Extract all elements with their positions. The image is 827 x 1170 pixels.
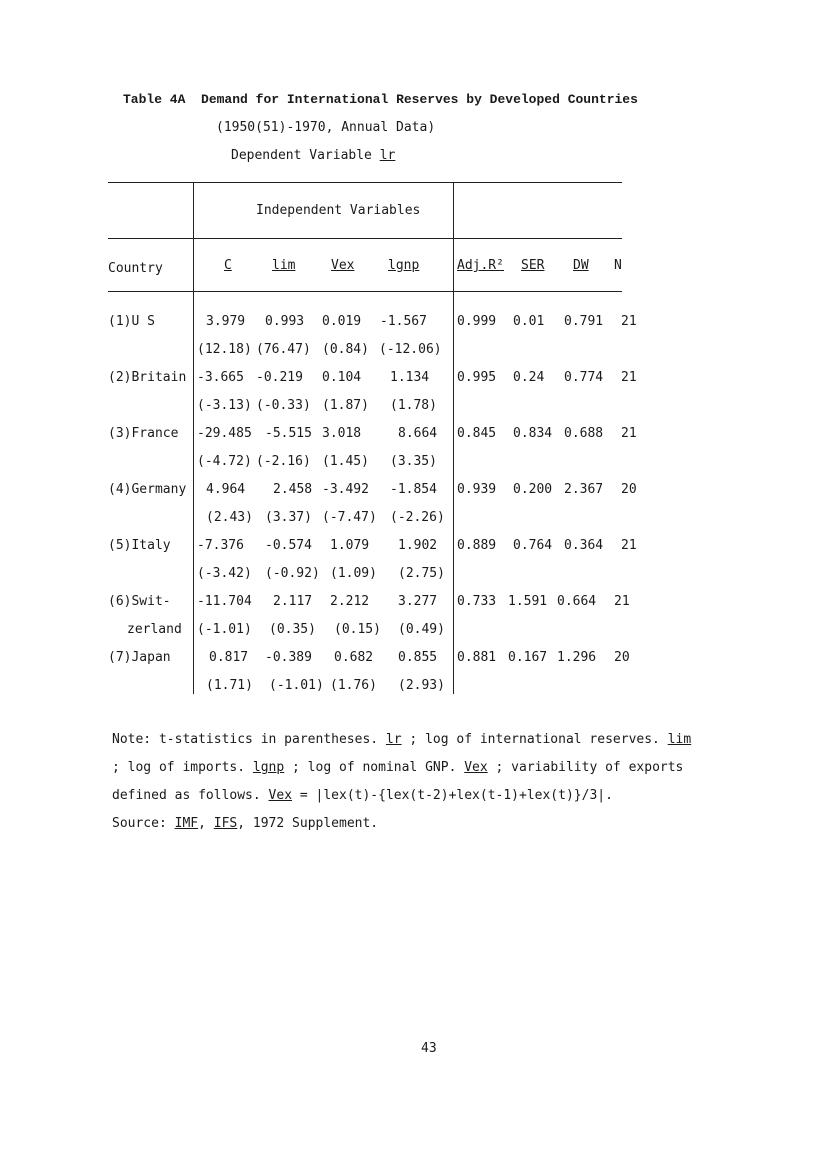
dw: 1.296 bbox=[557, 650, 597, 665]
coef-vex: 0.104 bbox=[322, 370, 362, 385]
dependent-variable-label: Dependent Variable bbox=[231, 148, 372, 163]
coef-vex: 3.018 bbox=[322, 426, 362, 441]
country-germany: (4)Germany bbox=[108, 482, 187, 497]
country-britain: (2)Britain bbox=[108, 370, 187, 385]
table-rule-header bbox=[108, 291, 622, 292]
ser: 0.24 bbox=[513, 370, 545, 385]
ser: 0.01 bbox=[513, 314, 545, 329]
coef-lgnp: 0.855 bbox=[398, 650, 438, 665]
tstat-lgnp: (0.49) bbox=[398, 622, 445, 637]
adj-r2: 0.733 bbox=[457, 594, 497, 609]
dw: 0.688 bbox=[564, 426, 604, 441]
tstat-lim: (76.47) bbox=[256, 342, 311, 357]
coef-lim: 2.117 bbox=[273, 594, 313, 609]
note-var-lr: lr bbox=[385, 732, 402, 747]
coef-vex: 2.212 bbox=[330, 594, 370, 609]
tstat-lgnp: (3.35) bbox=[390, 454, 437, 469]
dw: 0.774 bbox=[564, 370, 604, 385]
coef-lgnp: -1.567 bbox=[380, 314, 427, 329]
coef-c: -11.704 bbox=[197, 594, 252, 609]
coef-c: 4.964 bbox=[206, 482, 246, 497]
tstat-lgnp: (-12.06) bbox=[379, 342, 442, 357]
table-period: (1950(51)-1970, Annual Data) bbox=[216, 120, 436, 135]
dw: 2.367 bbox=[564, 482, 604, 497]
tstat-lgnp: (1.78) bbox=[390, 398, 437, 413]
note-formula: = |lex(t)-{lex(t-2)+lex(t-1)+lex(t)}/3|. bbox=[292, 788, 613, 803]
column-separator-stats bbox=[453, 182, 454, 694]
col-header-lgnp: lgnp bbox=[388, 258, 420, 273]
note-defined: defined as follows. bbox=[112, 788, 261, 803]
n-obs: 21 bbox=[614, 594, 630, 609]
tstat-vex: (0.84) bbox=[322, 342, 369, 357]
note-source-label: Source: bbox=[112, 816, 167, 831]
coef-c: -29.485 bbox=[197, 426, 252, 441]
country-header: Country bbox=[108, 261, 163, 276]
tstat-lgnp: (-2.26) bbox=[390, 510, 445, 525]
ser: 0.167 bbox=[508, 650, 548, 665]
n-obs: 20 bbox=[621, 482, 637, 497]
tstat-vex: (1.76) bbox=[330, 678, 377, 693]
tstat-c: (12.18) bbox=[197, 342, 252, 357]
independent-variables-header: Independent Variables bbox=[256, 203, 421, 218]
coef-vex: 0.682 bbox=[334, 650, 374, 665]
ser: 0.764 bbox=[513, 538, 553, 553]
tstat-vex: (1.45) bbox=[322, 454, 369, 469]
coef-lim: -0.574 bbox=[265, 538, 312, 553]
coef-lim: 0.993 bbox=[265, 314, 305, 329]
tstat-lim: (-2.16) bbox=[256, 454, 311, 469]
coef-lgnp: 3.277 bbox=[398, 594, 438, 609]
note-source bbox=[112, 816, 378, 831]
column-separator-country bbox=[193, 182, 194, 694]
tstat-lim: (-1.01) bbox=[269, 678, 324, 693]
dw: 0.364 bbox=[564, 538, 604, 553]
tstat-lim: (3.37) bbox=[265, 510, 312, 525]
country-italy: (5)Italy bbox=[108, 538, 171, 553]
tstat-c: (2.43) bbox=[206, 510, 253, 525]
note-var-vex: Vex bbox=[464, 760, 488, 775]
note-lr-def: ; log of international reserves. bbox=[401, 732, 660, 747]
col-header-vex: Vex bbox=[331, 258, 355, 273]
note-vex-def: ; variability of exports bbox=[487, 760, 684, 775]
table-caption: Demand for International Reserves by Developed Countries bbox=[201, 92, 638, 107]
dw: 0.664 bbox=[557, 594, 597, 609]
country-switzerland: (6)Swit- bbox=[108, 594, 171, 609]
note-var-lgnp: lgnp bbox=[252, 760, 285, 775]
coef-lim: -0.219 bbox=[256, 370, 303, 385]
tstat-lgnp: (2.93) bbox=[398, 678, 445, 693]
coef-lim: -0.389 bbox=[265, 650, 312, 665]
note-source-ifs: IFS bbox=[213, 816, 238, 831]
dependent-variable-name: lr bbox=[379, 148, 396, 163]
coef-lgnp: 1.902 bbox=[398, 538, 438, 553]
note-line-1 bbox=[112, 732, 691, 747]
adj-r2: 0.889 bbox=[457, 538, 497, 553]
note-source-rest: , 1972 Supplement. bbox=[237, 816, 379, 831]
col-header-dw: DW bbox=[573, 258, 589, 273]
adj-r2: 0.999 bbox=[457, 314, 497, 329]
tstat-lim: (0.35) bbox=[269, 622, 316, 637]
col-header-c: C bbox=[224, 258, 232, 273]
coef-vex: -3.492 bbox=[322, 482, 369, 497]
n-obs: 21 bbox=[621, 538, 637, 553]
coef-c: -3.665 bbox=[197, 370, 244, 385]
tstat-c: (1.71) bbox=[206, 678, 253, 693]
tstat-lgnp: (2.75) bbox=[398, 566, 445, 581]
page-number: 43 bbox=[421, 1041, 437, 1056]
tstat-vex: (1.87) bbox=[322, 398, 369, 413]
tstat-vex: (1.09) bbox=[330, 566, 377, 581]
col-header-lim: lim bbox=[272, 258, 296, 273]
note-lim-def: ; log of imports. bbox=[112, 760, 246, 775]
note-source-imf: IMF bbox=[174, 816, 199, 831]
coef-lim: 2.458 bbox=[273, 482, 313, 497]
tstat-c: (-1.01) bbox=[197, 622, 252, 637]
coef-vex: 0.019 bbox=[322, 314, 362, 329]
n-obs: 21 bbox=[621, 314, 637, 329]
col-header-adj-r2: Adj.R² bbox=[457, 258, 504, 273]
adj-r2: 0.881 bbox=[457, 650, 497, 665]
coef-c: 0.817 bbox=[209, 650, 249, 665]
note-intro: Note: t-statistics in parentheses. bbox=[112, 732, 379, 747]
tstat-c: (-4.72) bbox=[197, 454, 252, 469]
coef-lgnp: 8.664 bbox=[398, 426, 438, 441]
tstat-c: (-3.13) bbox=[197, 398, 252, 413]
adj-r2: 0.939 bbox=[457, 482, 497, 497]
ser: 1.591 bbox=[508, 594, 548, 609]
country-japan: (7)Japan bbox=[108, 650, 171, 665]
tstat-lim: (-0.33) bbox=[256, 398, 311, 413]
col-header-ser: SER bbox=[521, 258, 545, 273]
tstat-lim: (-0.92) bbox=[265, 566, 320, 581]
adj-r2: 0.845 bbox=[457, 426, 497, 441]
coef-lgnp: 1.134 bbox=[390, 370, 430, 385]
table-label: Table 4A bbox=[123, 92, 186, 107]
coef-c: 3.979 bbox=[206, 314, 246, 329]
tstat-vex: (-7.47) bbox=[322, 510, 377, 525]
note-var-lim: lim bbox=[667, 732, 692, 747]
dw: 0.791 bbox=[564, 314, 604, 329]
tstat-c: (-3.42) bbox=[197, 566, 252, 581]
n-obs: 21 bbox=[621, 426, 637, 441]
coef-lim: -5.515 bbox=[265, 426, 312, 441]
note-line-3 bbox=[112, 788, 613, 803]
dependent-variable bbox=[231, 148, 395, 163]
ser: 0.200 bbox=[513, 482, 553, 497]
coef-c: -7.376 bbox=[197, 538, 244, 553]
coef-lgnp: -1.854 bbox=[390, 482, 437, 497]
coef-vex: 1.079 bbox=[330, 538, 370, 553]
note-source-sep: , bbox=[198, 816, 214, 831]
n-obs: 20 bbox=[614, 650, 630, 665]
country-us: (1)U S bbox=[108, 314, 155, 329]
ser: 0.834 bbox=[513, 426, 553, 441]
note-lgnp-def: ; log of nominal GNP. bbox=[284, 760, 457, 775]
note-formula-vex: Vex bbox=[268, 788, 293, 803]
adj-r2: 0.995 bbox=[457, 370, 497, 385]
country-switzerland-cont: zerland bbox=[127, 622, 182, 637]
table-rule-group bbox=[108, 238, 622, 239]
country-france: (3)France bbox=[108, 426, 179, 441]
table-rule-top bbox=[108, 182, 622, 183]
n-obs: 21 bbox=[621, 370, 637, 385]
table-title bbox=[123, 92, 638, 107]
tstat-vex: (0.15) bbox=[334, 622, 381, 637]
note-line-2 bbox=[112, 760, 683, 775]
col-header-n: N bbox=[614, 258, 622, 273]
